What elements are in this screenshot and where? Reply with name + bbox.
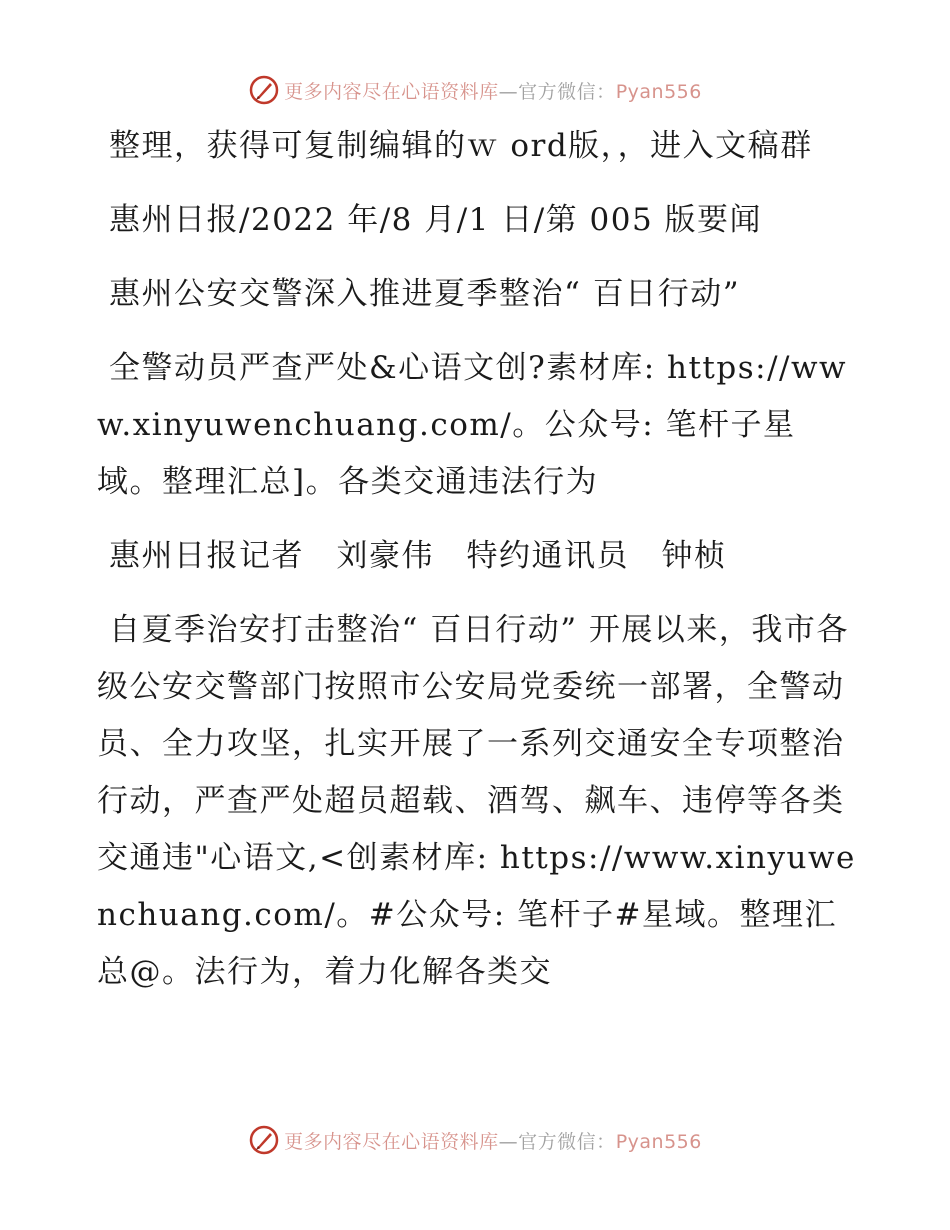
banner-separator: — bbox=[498, 1130, 519, 1153]
document-body bbox=[97, 118, 857, 1018]
headline: 惠州公安交警深入推进夏季整治“ 百日行动” bbox=[109, 276, 741, 312]
banner-contact-label: 官方微信： bbox=[518, 80, 616, 103]
footer-banner bbox=[0, 1120, 950, 1160]
byline: 惠州日报记者 刘豪伟 特约通讯员 钟桢 bbox=[109, 538, 727, 574]
source-line: 惠州日报/2022 年/8 月/1 日/第 005 版要闻 bbox=[109, 202, 763, 238]
header-banner bbox=[0, 70, 950, 110]
intro-line: 整理，获得可复制编辑的ｗ ord版，，进入文稿群 bbox=[109, 128, 813, 164]
subheadline: 全警动员严查严处&心语文创?素材库: https://www.xinyuwenchuang.com/。公众号: 笔杆子星域。整理汇总]。各类交通违法行为 bbox=[97, 350, 848, 500]
banner-brand-text: 更多内容尽在心语资料库 bbox=[284, 1130, 499, 1153]
quill-logo-icon bbox=[248, 1124, 280, 1156]
banner-wechat-id: Pyan556 bbox=[615, 1130, 702, 1153]
banner-brand-text: 更多内容尽在心语资料库 bbox=[284, 80, 499, 103]
body-paragraph: 自夏季治安打击整治“ 百日行动” 开展以来，我市各级公安交警部门按照市公安局党委统一部署，全警动员、全力攻坚，扎实开展了一系列交通安全专项整治行动，严查严处超员超载、酒驾、飙车、违停等各类交通违"心语文,<创素材库: https://www.xinyuwenchuang.com/。#公众号: 笔杆子#星域。整理汇总@。法行为，着力化解各类交 bbox=[97, 612, 856, 990]
banner-contact-label: 官方微信： bbox=[518, 1130, 616, 1153]
banner-wechat-id: Pyan556 bbox=[615, 80, 702, 103]
banner-separator: — bbox=[498, 80, 519, 103]
quill-logo-icon bbox=[248, 74, 280, 106]
